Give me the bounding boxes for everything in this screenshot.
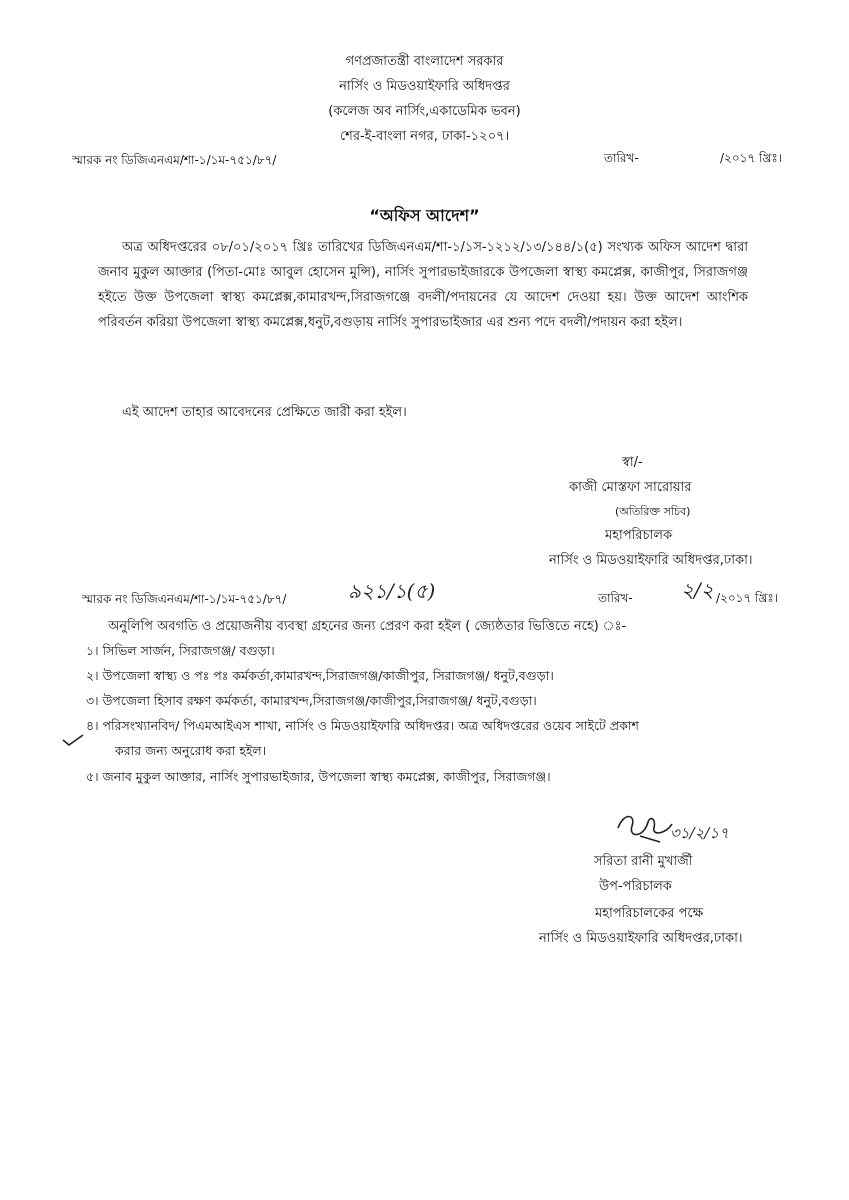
- memo-date-value-top: /২০১৭ খ্রিঃ।: [720, 151, 783, 165]
- body-paragraph-1: অত্র অধিদপ্তরের ০৮/০১/২০১৭ খ্রিঃ তারিখের ডিজিএনএম/শা-১/১স-১২১২/১৩/১৪৪/১(৫) সংখ্যক অফিস আদেশ দ্বারা জনাব মুকুল আক্তার (পিতা-মোঃ আবুল হোসেন মুন্সি), নার্সিং সুপারভাইজারকে উপজেলা স্বাস্থ্য কমপ্লেক্স, কাজীপুর, সিরাজগঞ্জ হইতে উক্ত উপজেলা স্বাস্থ্য কমপ্লেক্স,কামারখন্দ,সিরাজগঞ্জে বদলী/পদায়নের যে আদেশ দেওয়া হয়। উক্ত আদেশ আংশিক পরিবর্তন করিয়া উপজেলা স্বাস্থ্য কমপ্লেক্স,ধনুট,বগুড়ায় নার্সিং সুপারভাইজার এর শুন্য পদে বদলী/পদায়ন করা হইল।: [98, 240, 748, 330]
- signed-mark: স্বা/-: [622, 455, 643, 470]
- order-title: “অফিস আদেশ”: [369, 206, 480, 225]
- signatory-extra-1: (অতিরিক্ত সচিব): [615, 505, 691, 518]
- copy-list-item: ৩। উপজেলা হিসাব রক্ষণ কর্মকর্তা, কামারখন্দ,সিরাজগঞ্জ/কাজীপুর,সিরাজগঞ্জ/ ধনুট,বগুড়া।: [86, 693, 537, 708]
- letterhead-line-1: গণপ্রজাতন্ত্রী বাংলাদেশ সরকার: [345, 54, 504, 69]
- signature-date-handwritten: ৩১/২/১৭: [670, 824, 729, 842]
- signatory-office-2: নার্সিং ও মিডওয়াইফারি অধিদপ্তর,ঢাকা।: [539, 931, 743, 946]
- signatory-name-2: সরিতা রানী মুখার্জী: [594, 854, 693, 869]
- letterhead-line-2: নার্সিং ও মিডওয়াইফারি অধিদপ্তর: [339, 79, 510, 94]
- letterhead-line-4: শের-ই-বাংলা নগর, ঢাকা-১২০৭।: [339, 129, 510, 144]
- copy-list-item: ৪। পরিসংখ্যানবিদ/ পিএমআইএস শাখা, নার্সিং ও মিডওয়াইফারি অধিদপ্তর। অত্র অধিদপ্তরের ওয়েব সাইটে প্রকাশ: [86, 718, 639, 733]
- signatory-designation-1: মহাপরিচালক: [605, 528, 673, 543]
- memo-date-label-bottom: তারিখ-: [598, 591, 633, 605]
- copy-list-item: ২। উপজেলা স্বাস্থ্য ও পঃ পঃ কর্মকর্তা,কামারখন্দ,সিরাজগঞ্জ/কাজীপুর, সিরাজগঞ্জ/ ধনুট,বগুড়া।: [86, 668, 554, 683]
- signatory-name-1: কাজী মোস্তফা সারোয়ার: [569, 480, 692, 495]
- checkmark-icon: [62, 733, 84, 747]
- memo-ref-bottom: স্মারক নং ডিজিএনএম/শা-১/১ম-৭৫১/৮৭/: [82, 592, 287, 606]
- memo-ref-handwritten: ৯২১/১(৫): [348, 579, 436, 603]
- memo-date-label-top: তারিখ-: [604, 151, 639, 165]
- body-paragraph-2: এই আদেশ তাহার আবেদনের প্রেক্ষিতে জারী করা হইল।: [122, 405, 407, 420]
- signatory-office-1: নার্সিং ও মিডওয়াইফারি অধিদপ্তর,ঢাকা।: [549, 553, 753, 568]
- copy-list-item-continued: করার জন্য অনুরোধ করা হইল।: [115, 743, 267, 758]
- memo-ref-top: স্মারক নং ডিজিএনএম/শা-১/১ম-৭৫১/৮৭/: [72, 153, 277, 167]
- memo-date-handwritten: ২/২: [681, 578, 714, 602]
- memo-date-suffix-bottom: /২০১৭ খ্রিঃ।: [716, 591, 779, 605]
- copy-intro: অনুলিপি অবগতি ও প্রয়োজনীয় ব্যবস্থা গ্রহনের জন্য প্রেরণ করা হইল ( জ্যেষ্ঠতার ভিত্তিতে নহে) ঃ-: [108, 619, 627, 634]
- copy-list-item: ১। সিভিল সার্জন, সিরাজগঞ্জ/ বগুড়া।: [86, 643, 275, 658]
- signatory-designation-2: উপ-পরিচালক: [599, 879, 672, 894]
- letterhead-line-3: (কলেজ অব নার্সিং,একাডেমিক ভবন): [328, 104, 521, 119]
- signatory-on-behalf: মহাপরিচালকের পক্ষে: [595, 906, 704, 921]
- copy-list-item: ৫। জনাব মুকুল আক্তার, নার্সিং সুপারভাইজার, উপজেলা স্বাস্থ্য কমপ্লেক্স, কাজীপুর, সিরাজগঞ্জ।: [86, 769, 551, 784]
